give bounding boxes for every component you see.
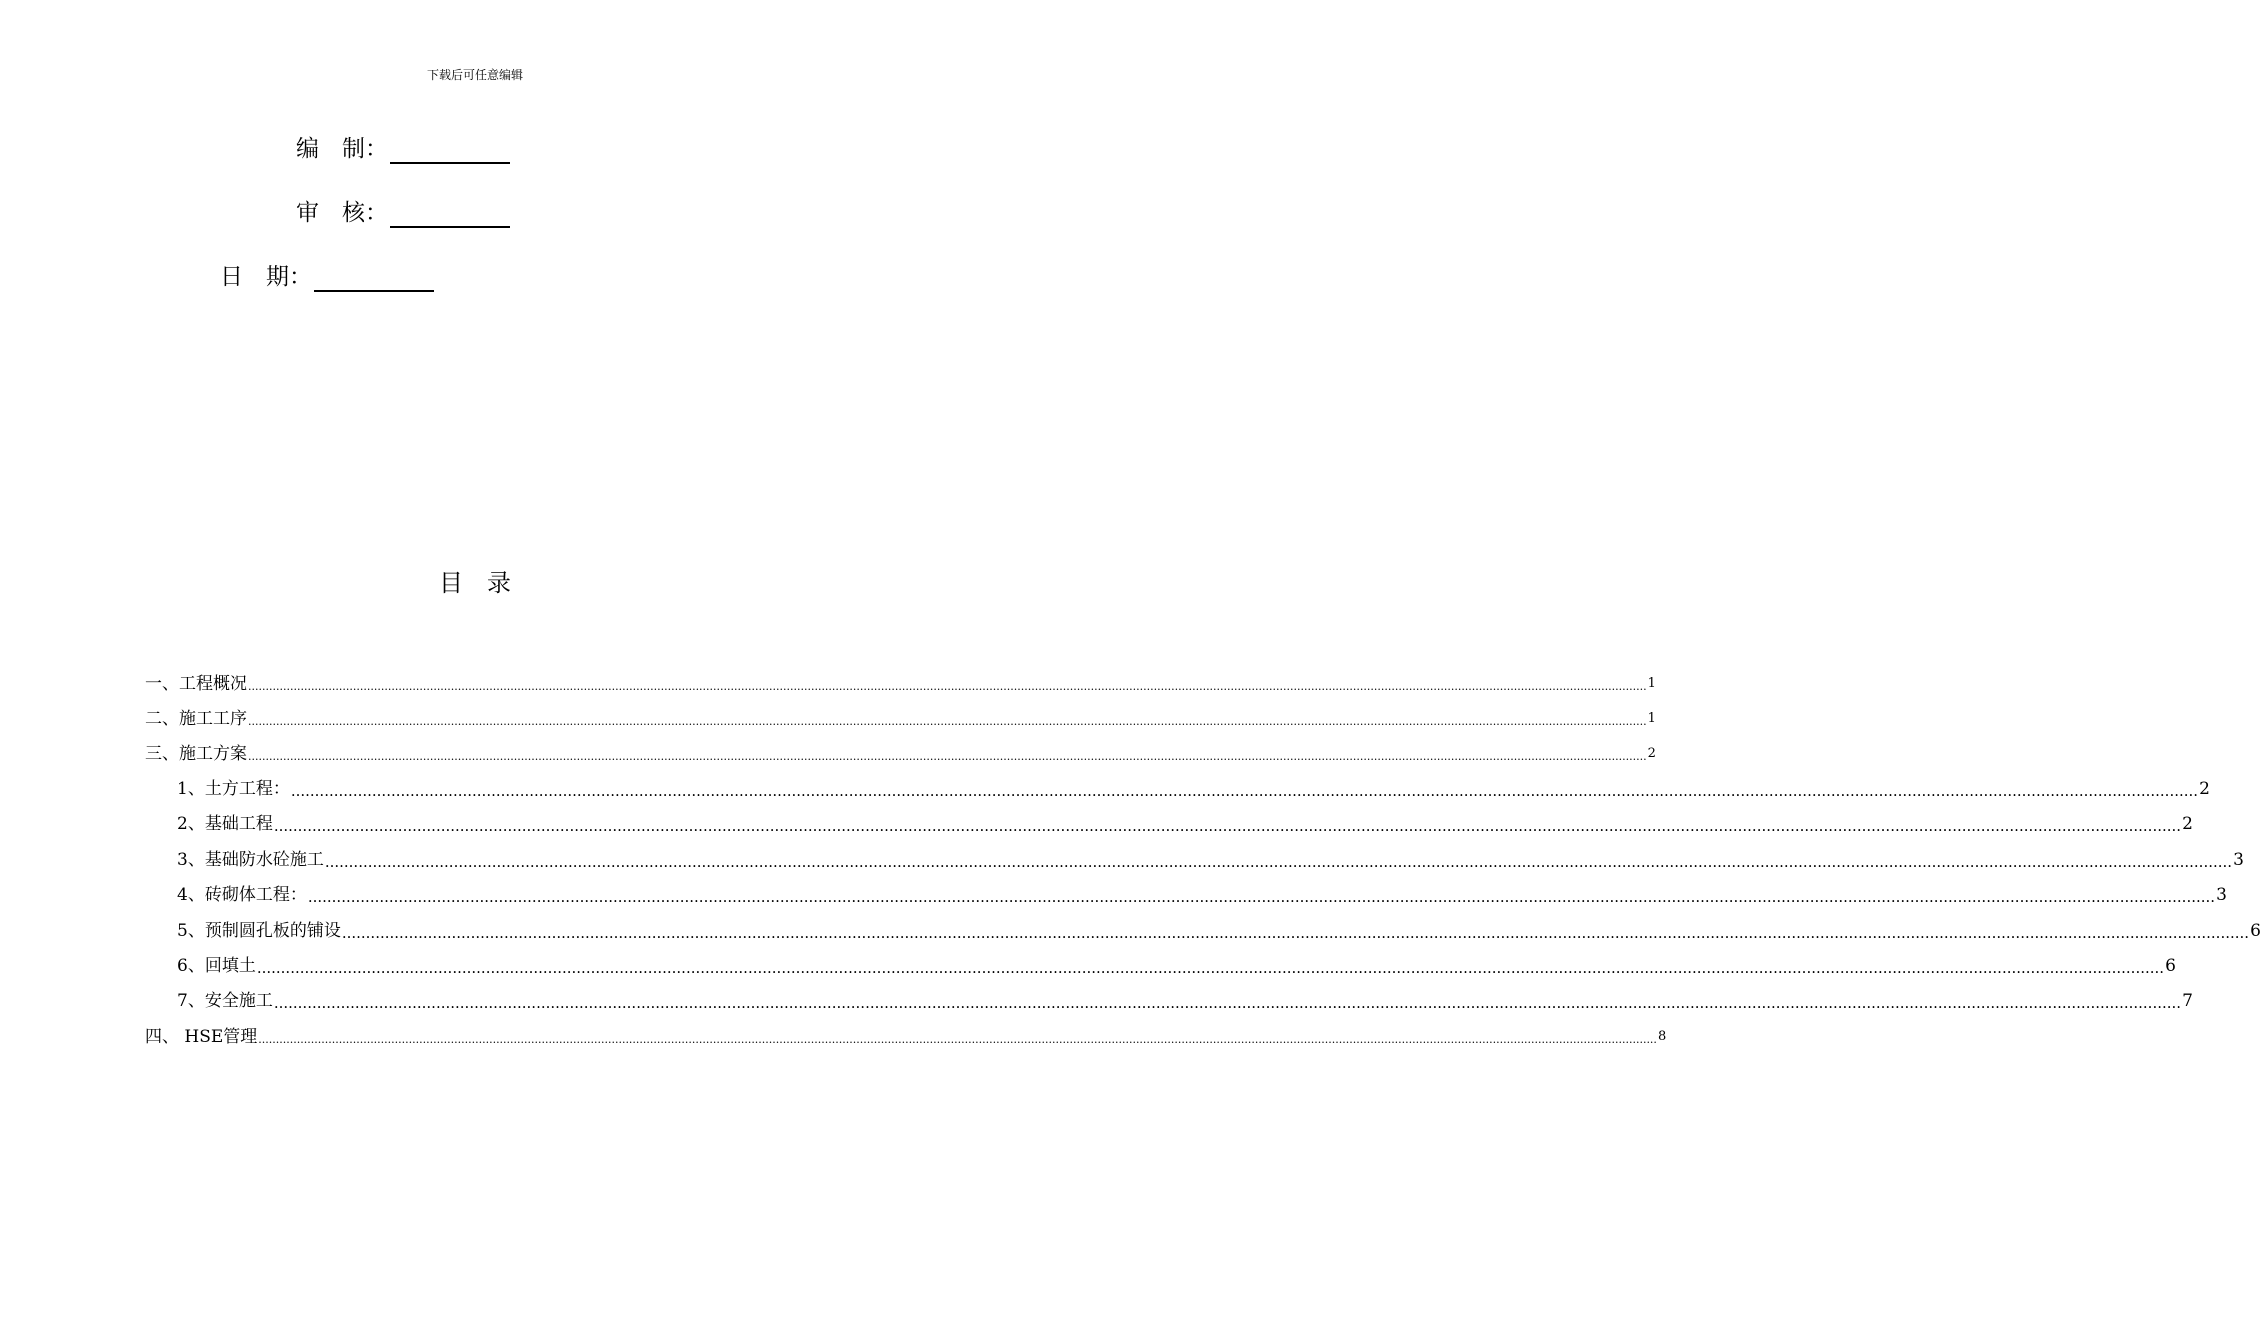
- toc-entry-title: 二、施工工序: [145, 709, 247, 729]
- toc-leader-dots: ................................................................................................................................................................................................................................................................................................................................................................................................................: [248, 750, 1647, 763]
- toc-leader-dots: ................................................................................................................................................................................................................................................................................................................................................................................................................: [256, 959, 2165, 977]
- toc-entry[interactable]: [145, 673, 1656, 695]
- toc-entry[interactable]: [177, 812, 2193, 836]
- toc-entry[interactable]: [177, 848, 2244, 872]
- reviewer-signature-row: [296, 198, 510, 228]
- toc-entry-page: 2: [2199, 779, 2210, 799]
- date-label: 日 期：: [220, 264, 312, 290]
- reviewer-label: 审 核：: [296, 200, 388, 226]
- toc-entry-title: 三、施工方案: [145, 744, 247, 764]
- toc-entry[interactable]: [177, 883, 2227, 907]
- editor-label: 编 制：: [296, 136, 388, 162]
- toc-entry-title: 4、砖砌体工程：: [177, 885, 307, 905]
- toc-entry-title: 1、土方工程：: [177, 779, 290, 799]
- toc-entry-page: 8: [1657, 1029, 1667, 1044]
- toc-entry-title: 3、基础防水砼施工: [177, 850, 324, 870]
- toc-entry[interactable]: [177, 989, 2193, 1013]
- toc-entry-page: 6: [2250, 921, 2261, 941]
- toc-leader-dots: ................................................................................................................................................................................................................................................................................................................................................................................................................: [307, 888, 2216, 906]
- toc-leader-dots: ................................................................................................................................................................................................................................................................................................................................................................................................................: [273, 817, 2182, 835]
- toc-entry-page: 2: [1647, 746, 1656, 761]
- toc-entry-page: 2: [2182, 814, 2193, 834]
- toc-entry[interactable]: [145, 708, 1656, 730]
- toc-entry-title: 7、安全施工: [177, 991, 273, 1011]
- toc-leader-dots: ................................................................................................................................................................................................................................................................................................................................................................................................................: [248, 715, 1647, 728]
- toc-entry[interactable]: [177, 919, 2261, 943]
- toc-entry-title: 一、工程概况: [145, 674, 247, 694]
- toc-entry-page: 3: [2216, 885, 2227, 905]
- toc-entry-title: 2、基础工程: [177, 814, 273, 834]
- toc-entry[interactable]: [177, 777, 2210, 801]
- toc-title: 目 录: [439, 569, 511, 597]
- toc-entry-title: 5、预制圆孔板的铺设: [177, 921, 341, 941]
- toc-entry-title: 6、回填土: [177, 956, 256, 976]
- toc-leader-dots: ................................................................................................................................................................................................................................................................................................................................................................................................................: [248, 680, 1647, 693]
- toc-leader-dots: ................................................................................................................................................................................................................................................................................................................................................................................................................: [324, 853, 2233, 871]
- toc-leader-dots: ................................................................................................................................................................................................................................................................................................................................................................................................................: [341, 924, 2250, 942]
- date-blank-line: [314, 266, 434, 292]
- toc-entry-page: 1: [1647, 711, 1656, 726]
- editor-signature-row: [296, 134, 510, 164]
- toc-leader-dots: ................................................................................................................................................................................................................................................................................................................................................................................................................: [290, 782, 2199, 800]
- page-header: 下载后可任意编辑: [426, 68, 523, 82]
- toc-entry-title: 四、 HSE管理: [145, 1027, 258, 1047]
- toc-entry-page: 6: [2165, 956, 2176, 976]
- toc-leader-dots: ................................................................................................................................................................................................................................................................................................................................................................................................................: [273, 994, 2182, 1012]
- toc-entry-page: 1: [1647, 676, 1656, 691]
- editor-blank-line: [390, 138, 510, 164]
- date-signature-row: [220, 262, 434, 292]
- reviewer-blank-line: [390, 202, 510, 228]
- toc-entry[interactable]: [145, 1026, 1667, 1048]
- toc-leader-dots: ................................................................................................................................................................................................................................................................................................................................................................................................................: [258, 1033, 1657, 1046]
- toc-entry[interactable]: [145, 743, 1656, 765]
- toc-entry-page: 7: [2182, 991, 2193, 1011]
- toc-entry-page: 3: [2233, 850, 2244, 870]
- toc-entry[interactable]: [177, 954, 2176, 978]
